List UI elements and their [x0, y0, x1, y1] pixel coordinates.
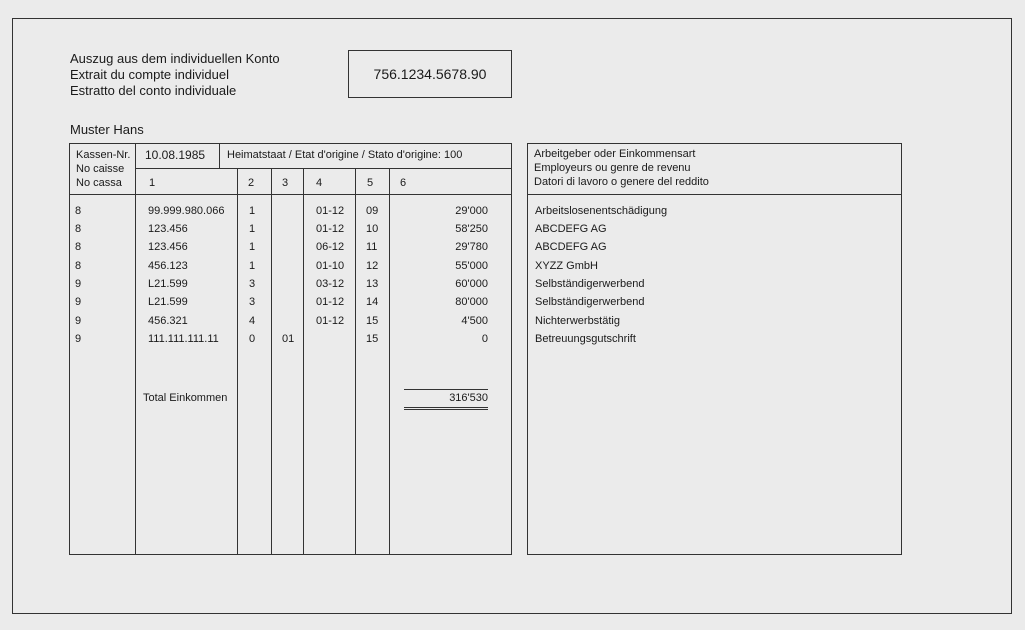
- row-c2: 1: [249, 223, 256, 235]
- row-number: L21.599: [148, 278, 188, 290]
- row-c5: 11: [366, 241, 378, 253]
- row-amount: 58'250: [455, 223, 488, 235]
- total-value: 316'530: [449, 392, 488, 404]
- ahv-number-box: [348, 50, 512, 98]
- employer-row: XYZZ GmbH: [535, 260, 598, 272]
- column-line-6: [389, 168, 390, 555]
- employer-header-fr: Employeurs ou genre de revenu: [534, 162, 691, 174]
- row-kasse: 9: [75, 315, 82, 327]
- row-c5: 13: [366, 278, 379, 290]
- employer-row: Selbständigerwerbend: [535, 296, 645, 308]
- row-kasse: 8: [75, 223, 82, 235]
- row-c5: 10: [366, 223, 379, 235]
- total-double-rule-2: [404, 409, 488, 410]
- row-number: 123.456: [148, 241, 188, 253]
- row-kasse: 8: [75, 205, 82, 217]
- col-header-1: 1: [149, 177, 156, 189]
- total-label: Total Einkommen: [143, 392, 228, 404]
- employer-row: Arbeitslosenentschädigung: [535, 205, 668, 217]
- column-line-5: [355, 168, 356, 555]
- col-header-6: 6: [400, 177, 407, 189]
- row-c2: 0: [249, 333, 256, 345]
- row-amount: 29'780: [455, 241, 488, 253]
- row-period: 01-12: [316, 223, 345, 235]
- employer-row: ABCDEFG AG: [535, 241, 607, 253]
- col-header-4: 4: [316, 177, 323, 189]
- employer-header-de: Arbeitgeber oder Einkommensart: [534, 148, 696, 160]
- row-number: 99.999.980.066: [148, 205, 225, 217]
- row-amount: 29'000: [455, 205, 488, 217]
- row-number: 456.123: [148, 260, 188, 272]
- row-number: 111.111.111.11: [148, 333, 219, 345]
- row-c5: 15: [366, 315, 379, 327]
- employer-row: Selbständigerwerbend: [535, 278, 645, 290]
- row-number: L21.599: [148, 296, 188, 308]
- row-period: 01-10: [316, 260, 345, 272]
- row-c5: 15: [366, 333, 379, 345]
- col-header-2: 2: [248, 177, 255, 189]
- column-line-4: [303, 168, 304, 555]
- column-line-1: [135, 143, 136, 555]
- col-header-5: 5: [367, 177, 374, 189]
- row-c3: 01: [282, 333, 295, 345]
- row-period: 06-12: [316, 241, 345, 253]
- row-period: 03-12: [316, 278, 345, 290]
- row-c5: 12: [366, 260, 379, 272]
- employer-row: Nichterwerbstätig: [535, 315, 620, 327]
- title-fr: Extrait du compte individuel: [70, 67, 229, 82]
- row-c2: 1: [249, 205, 256, 217]
- row-period: 01-12: [316, 315, 345, 327]
- header-line: [135, 168, 512, 169]
- row-amount: 4'500: [461, 315, 488, 327]
- birth-date: 10.08.1985: [145, 148, 206, 162]
- col-header-3: 3: [282, 177, 289, 189]
- row-kasse: 9: [75, 296, 82, 308]
- cassa-label: No cassa: [76, 177, 122, 189]
- row-c2: 1: [249, 241, 256, 253]
- row-c2: 1: [249, 260, 256, 272]
- total-top-rule: [404, 389, 488, 390]
- header-divider: [219, 143, 220, 169]
- row-number: 123.456: [148, 223, 188, 235]
- origin-label: Heimatstaat / Etat d'origine / Stato d'origine: 100: [227, 149, 463, 161]
- column-line-3: [271, 168, 272, 555]
- caisse-label: No caisse: [76, 163, 125, 175]
- row-c5: 14: [366, 296, 379, 308]
- kassen-label: Kassen-Nr.: [76, 149, 131, 161]
- title-de: Auszug aus dem individuellen Konto: [70, 51, 280, 66]
- column-line-2: [237, 168, 238, 555]
- row-kasse: 9: [75, 333, 82, 345]
- row-period: 01-12: [316, 205, 345, 217]
- row-kasse: 9: [75, 278, 82, 290]
- row-c2: 3: [249, 278, 256, 290]
- row-kasse: 8: [75, 260, 82, 272]
- person-name: Muster Hans: [70, 122, 144, 137]
- total-double-rule-1: [404, 407, 488, 408]
- row-amount: 80'000: [455, 296, 488, 308]
- row-period: 01-12: [316, 296, 345, 308]
- row-c2: 3: [249, 296, 256, 308]
- row-amount: 60'000: [455, 278, 488, 290]
- row-amount: 0: [481, 333, 488, 345]
- row-number: 456.321: [148, 315, 188, 327]
- ahv-number: 756.1234.5678.90: [373, 66, 487, 82]
- employer-row: Betreuungsgutschrift: [535, 333, 636, 345]
- employer-row: ABCDEFG AG: [535, 223, 607, 235]
- employer-header-it: Datori di lavoro o genere del reddito: [534, 176, 709, 188]
- row-amount: 55'000: [455, 260, 488, 272]
- row-c2: 4: [249, 315, 256, 327]
- row-c5: 09: [366, 205, 379, 217]
- title-it: Estratto del conto individuale: [70, 83, 237, 98]
- row-kasse: 8: [75, 241, 82, 253]
- employer-header-line: [527, 194, 902, 195]
